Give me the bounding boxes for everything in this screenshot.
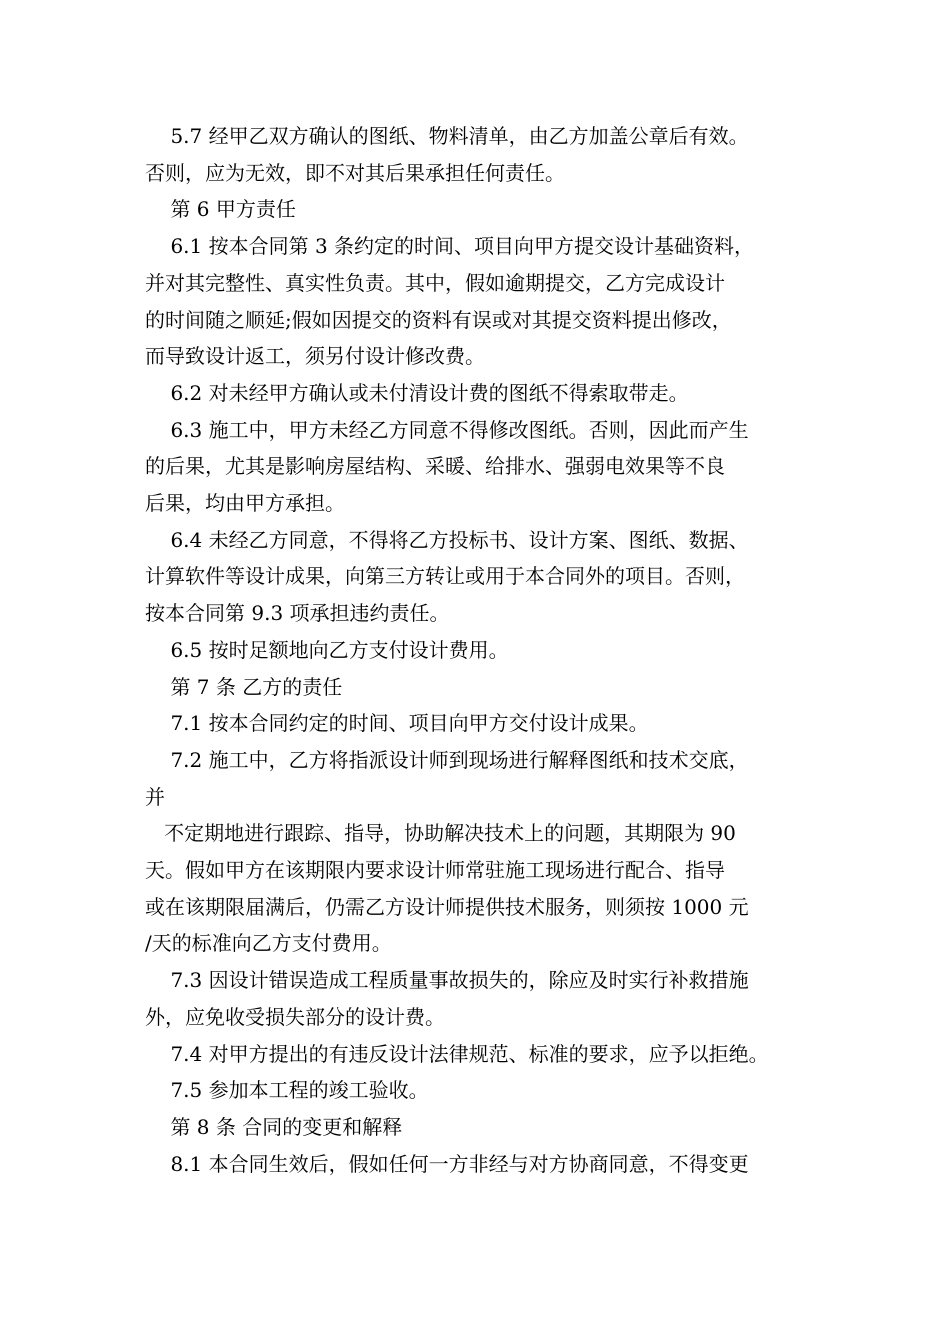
text-line: 外，应免收受损失部分的设计费。 <box>145 1004 445 1029</box>
text-line: 并 <box>145 784 165 809</box>
text-line: 6.4 未经乙方同意，不得将乙方投标书、设计方案、图纸、数据、 <box>145 527 749 552</box>
section-heading: 第 7 条 乙方的责任 <box>145 674 343 699</box>
text-line: 6.2 对未经甲方确认或未付清设计费的图纸不得索取带走。 <box>145 380 689 405</box>
text-line: /天的标准向乙方支付费用。 <box>145 931 392 956</box>
text-line: 的后果，尤其是影响房屋结构、采暖、给排水、强弱电效果等不良 <box>145 454 725 479</box>
text-line: 7.5 参加本工程的竣工验收。 <box>145 1078 429 1103</box>
text-line: 后果，均由甲方承担。 <box>145 491 345 516</box>
text-line: 不定期地进行跟踪、指导，协助解决技术上的问题，其期限为 90 <box>145 821 736 846</box>
text-line: 或在该期限届满后，仍需乙方设计师提供技术服务，则须按 1000 元 <box>145 894 749 919</box>
text-line: 的时间随之顺延;假如因提交的资料有误或对其提交资料提出修改， <box>145 307 732 332</box>
text-line: 7.2 施工中，乙方将指派设计师到现场进行解释图纸和技术交底， <box>145 747 749 772</box>
section-heading: 第 6 甲方责任 <box>145 197 296 222</box>
text-line: 否则，应为无效，即不对其后果承担任何责任。 <box>145 160 565 185</box>
text-line: 而导致设计返工，须另付设计修改费。 <box>145 344 485 369</box>
text-line: 8.1 本合同生效后，假如任何一方非经与对方协商同意，不得变更 <box>145 1151 749 1176</box>
section-heading: 第 8 条 合同的变更和解释 <box>145 1114 403 1139</box>
document-page <box>145 118 825 1182</box>
text-line: 7.1 按本合同约定的时间、项目向甲方交付设计成果。 <box>145 711 649 736</box>
text-line: 天。假如甲方在该期限内要求设计师常驻施工现场进行配合、指导 <box>145 858 725 883</box>
text-line: 5.7 经甲乙双方确认的图纸、物料清单，由乙方加盖公章后有效。 <box>145 124 749 148</box>
text-line: 7.4 对甲方提出的有违反设计法律规范、标准的要求，应予以拒绝。 <box>145 1041 769 1066</box>
text-line: 按本合同第 9.3 项承担违约责任。 <box>145 601 450 626</box>
text-line: 计算软件等设计成果，向第三方转让或用于本合同外的项目。否则， <box>145 564 745 589</box>
text-line: 6.1 按本合同第 3 条约定的时间、项目向甲方提交设计基础资料， <box>145 234 755 259</box>
text-line: 7.3 因设计错误造成工程质量事故损失的，除应及时实行补救措施 <box>145 968 749 993</box>
text-line: 6.3 施工中，甲方未经乙方同意不得修改图纸。否则，因此而产生 <box>145 417 749 442</box>
text-line: 并对其完整性、真实性负责。其中，假如逾期提交，乙方完成设计 <box>145 270 725 295</box>
text-line: 6.5 按时足额地向乙方支付设计费用。 <box>145 637 509 662</box>
